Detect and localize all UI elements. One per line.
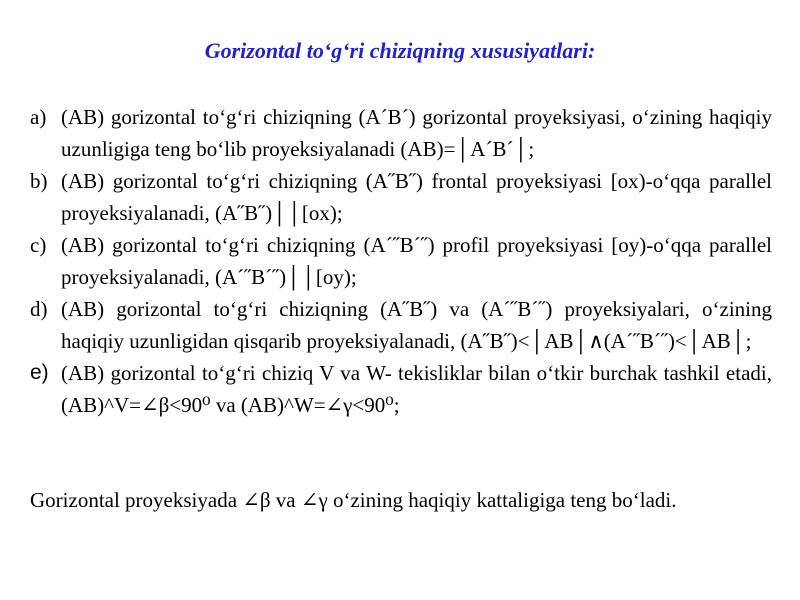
list-text-e: (AB) gorizontal to‘g‘ri chiziq V va W- tekisliklar bilan o‘tkir burchak tashkil etadi, (AB)^V=∠β<90⁰ va (AB)^W=∠γ<90⁰;	[61, 361, 772, 417]
list-text-d: (AB) gorizontal to‘g‘ri chiziqning (A˝B˝) va (A´˝B´˝) proyeksiyalari, o‘zining haqiqiy uzunligidan qisqarib proyeksiyalanadi, (A˝B˝)<│AB│∧(A´˝B´˝)<│AB│;	[61, 297, 772, 353]
list-item-e	[30, 357, 772, 421]
list-marker-b: b)	[30, 169, 48, 193]
list-item-b	[30, 165, 772, 229]
list-marker-a: a)	[30, 105, 47, 129]
list-item-c	[30, 229, 772, 293]
list-item-a	[30, 101, 772, 165]
closing-paragraph: Gorizontal proyeksiyada ∠β va ∠γ o‘zining haqiqiy kattaligiga teng bo‘ladi.	[30, 488, 677, 512]
list-text-b: (AB) gorizontal to‘g‘ri chiziqning (A˝B˝) frontal proyeksiyasi [ox)-o‘qqa parallel proyeksiyalanadi, (A˝B˝)││[ox);	[61, 169, 772, 225]
list-marker-e: e)	[30, 361, 49, 384]
list-marker-c: c)	[30, 233, 47, 257]
list-marker-d: d)	[30, 297, 48, 321]
property-list	[30, 101, 772, 421]
list-text-c: (AB) gorizontal to‘g‘ri chiziqning (A´˝B´˝) profil proyeksiyasi [oy)-o‘qqa parallel proyeksiyalanadi, (A´˝B´˝)││[oy);	[61, 233, 772, 289]
slide-title: Gorizontal to‘g‘ri chiziqning xususiyatlari:	[204, 38, 596, 63]
list-item-d	[30, 293, 772, 357]
list-text-a: (AB) gorizontal to‘g‘ri chiziqning (A´B´) gorizontal proyeksiyasi, o‘zining haqiqiy uzunligiga teng bo‘lib proyeksiyalanadi (AB)=│A´B´│;	[61, 105, 772, 161]
